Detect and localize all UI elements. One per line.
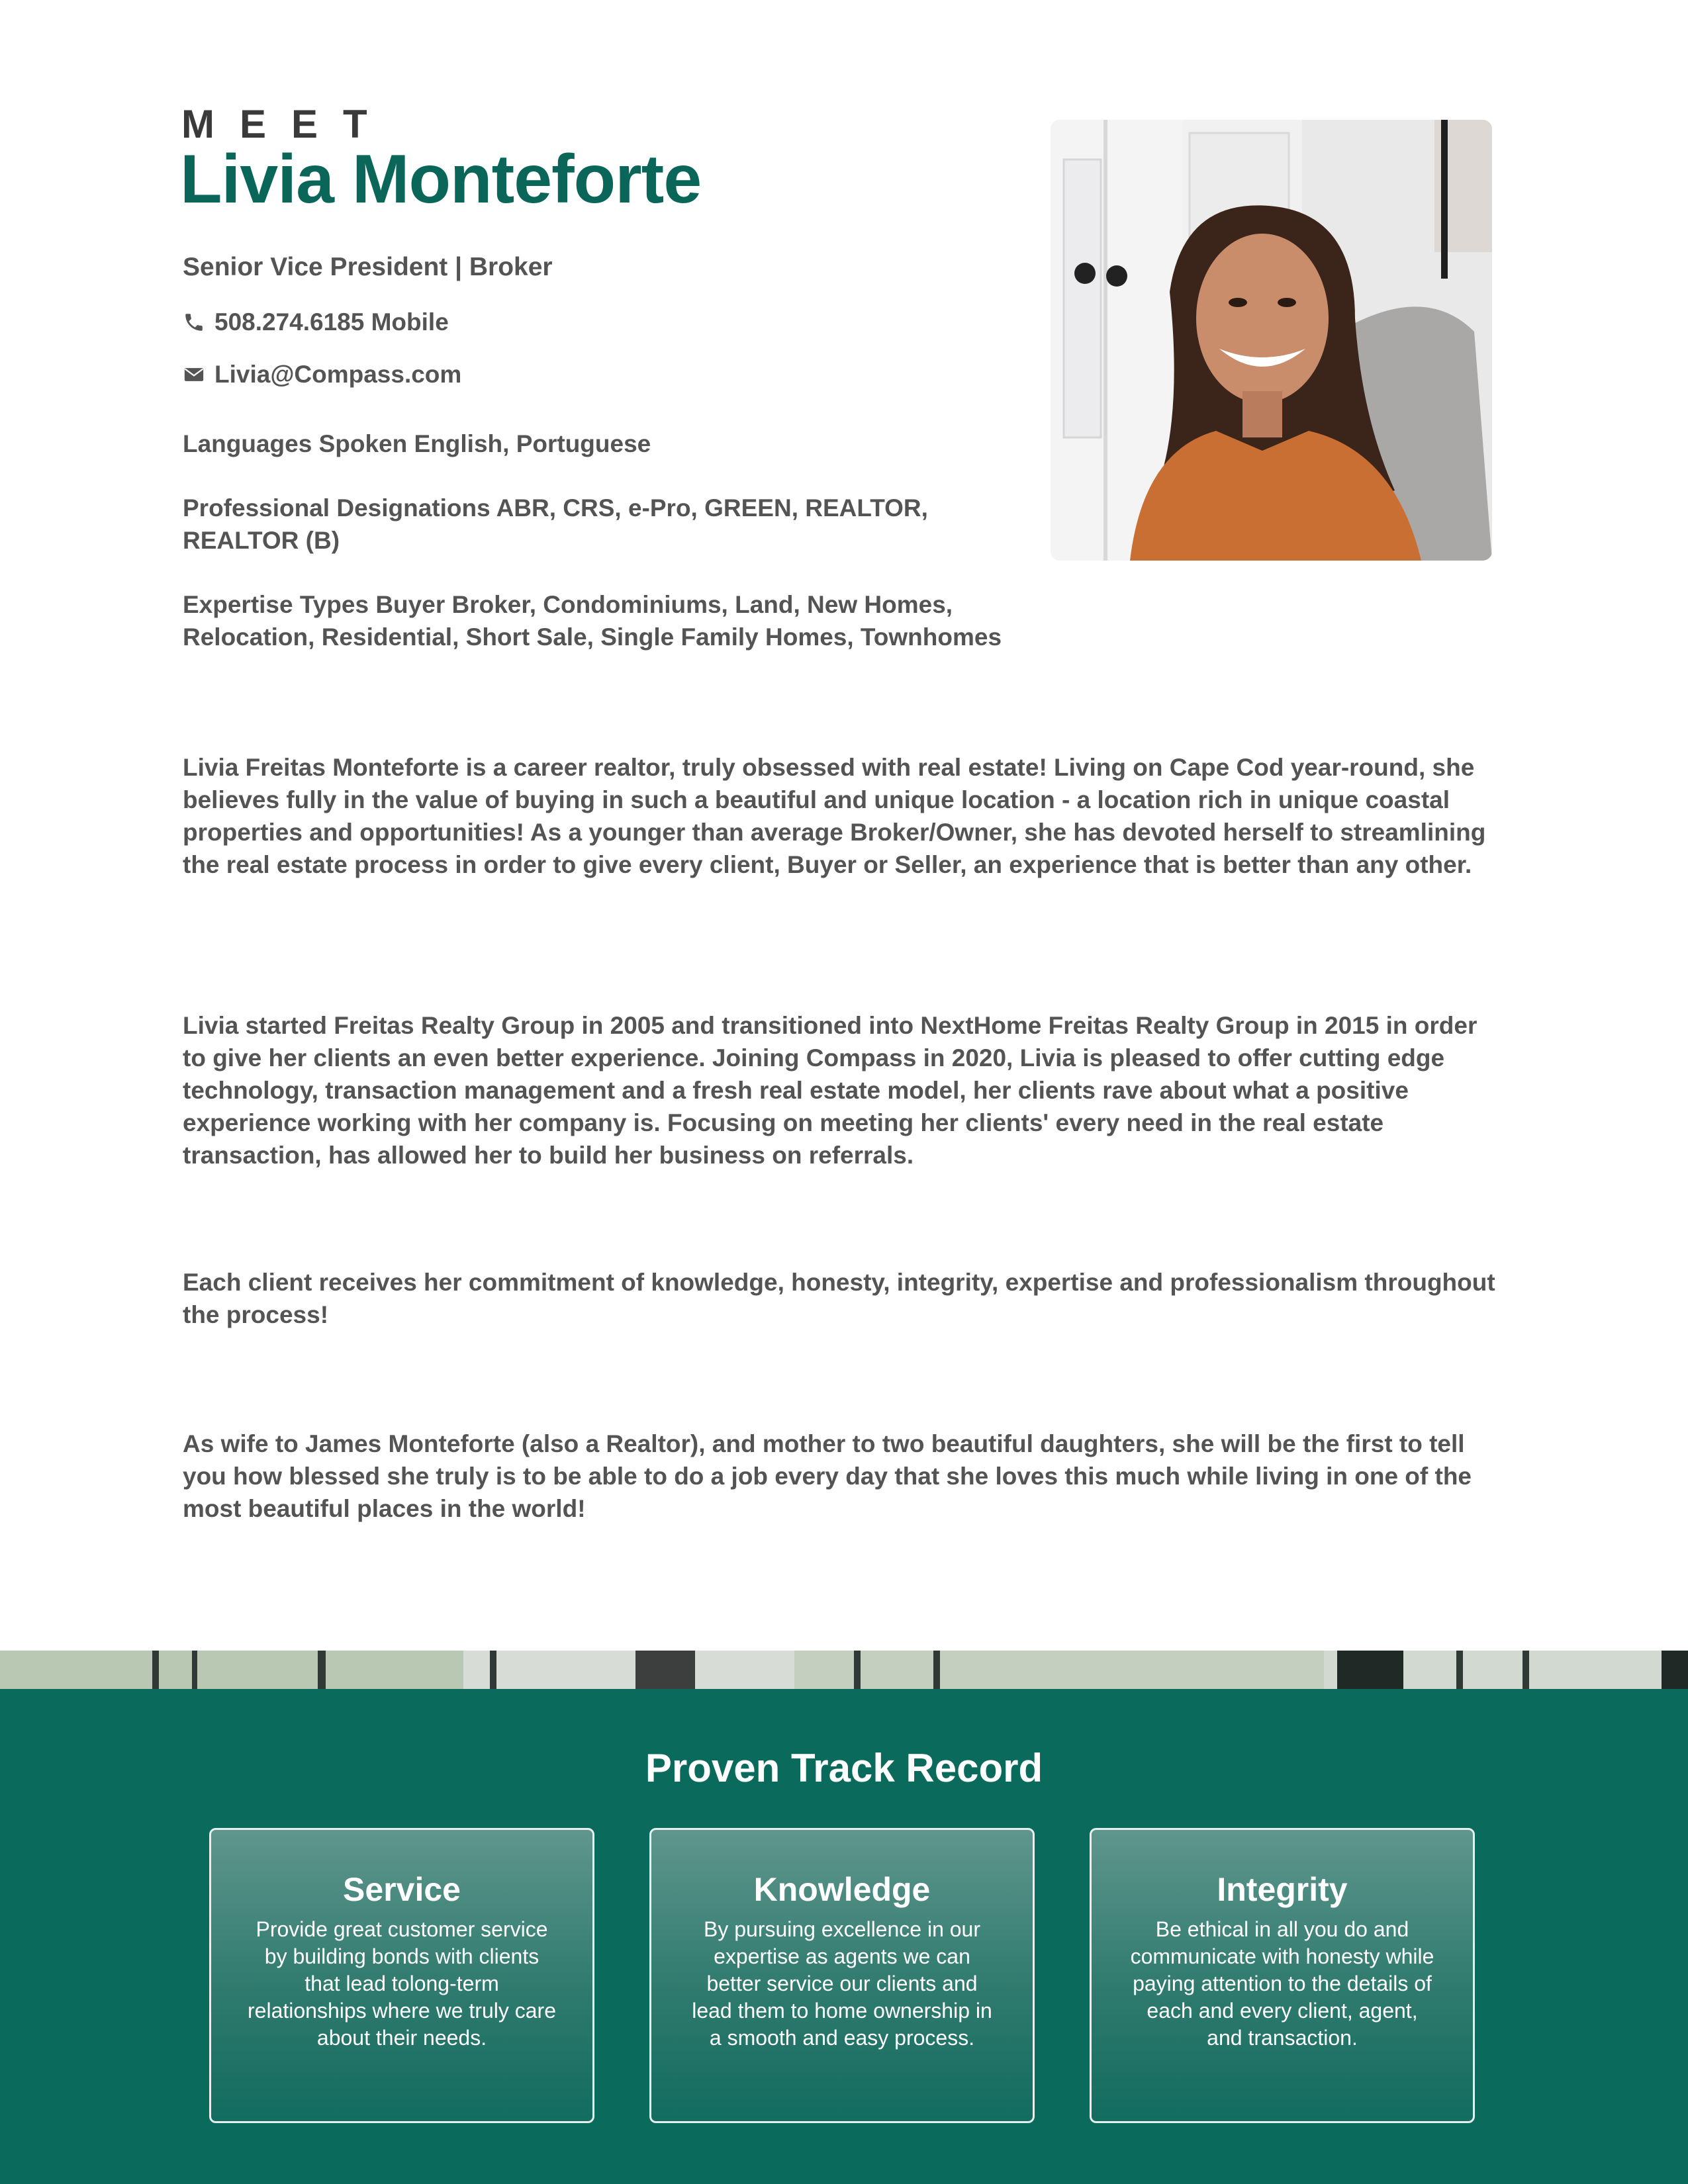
bio-paragraph: Livia Freitas Monteforte is a career realtor, truly obsessed with real estate! Living on Cape Cod year-round, she believes fully in the value of buying in such a beautiful and unique location - a location rich in unique coastal properties and opportunities! As a younger than average Broker/Owner, she has devoted herself to streamlining the real estate process in order to give every client, Buyer or Seller, an experience that is better than any other. bbox=[183, 754, 1486, 878]
card-title: Service bbox=[343, 1871, 461, 1908]
email-contact[interactable] bbox=[183, 360, 461, 389]
value-card-knowledge bbox=[649, 1828, 1035, 2123]
card-body: By pursuing excellence in our expertise as agents we can better service our clients and lead them to home ownership in a smooth and easy process. bbox=[692, 1917, 992, 2050]
card-body: Be ethical in all you do and communicate with honesty while paying attention to the details of each and every client, agent, and transaction. bbox=[1130, 1917, 1434, 2050]
phone-icon bbox=[183, 311, 205, 334]
phone-contact[interactable] bbox=[183, 308, 449, 337]
bio-paragraph: As wife to James Monteforte (also a Realtor), and mother to two beautiful daughters, she will be the first to tell you how blessed she truly is to be able to do a job every day that she loves this much while living in one of the most beautiful places in the world! bbox=[183, 1430, 1472, 1522]
languages-spoken: Languages Spoken English, Portuguese bbox=[183, 430, 651, 457]
card-title: Knowledge bbox=[753, 1871, 931, 1908]
office-photo-strip bbox=[0, 1651, 1688, 1690]
meet-kicker: MEET bbox=[181, 102, 393, 146]
email-address: Livia@Compass.com bbox=[214, 361, 462, 388]
card-body: Provide great customer service by building bonds with clients that lead tolong-term relationships where we truly care about their needs. bbox=[248, 1917, 556, 2050]
professional-designations: Professional Designations ABR, CRS, e-Pro, GREEN, REALTOR, REALTOR (B) bbox=[183, 494, 928, 554]
bio-paragraph: Livia started Freitas Realty Group in 2005 and transitioned into NextHome Freitas Realty Group in 2015 in order to give her clients an even better experience. Joining Compass in 2020, Livia is pleased to offer cutting edge technology, transaction management and a fresh real estate model, her clients rave about what a positive experience working with her company is. Focusing on meeting her clients' every need in the real estate transaction, has allowed her to build her business on referrals. bbox=[183, 1012, 1477, 1169]
value-card-service bbox=[209, 1828, 594, 2123]
expertise-types: Expertise Types Buyer Broker, Condominiums, Land, New Homes, Relocation, Residential, Short Sale, Single Family Homes, Townhomes bbox=[183, 591, 1002, 651]
agent-name: Livia Monteforte bbox=[180, 141, 702, 218]
envelope-icon bbox=[183, 363, 205, 386]
agent-portrait bbox=[1051, 120, 1492, 561]
track-record-heading: Proven Track Record bbox=[645, 1746, 1043, 1790]
agent-title: Senior Vice President | Broker bbox=[183, 253, 553, 281]
bio-paragraph: Each client receives her commitment of knowledge, honesty, integrity, expertise and professionalism throughout the process! bbox=[183, 1269, 1495, 1328]
card-title: Integrity bbox=[1217, 1871, 1348, 1908]
phone-number: 508.274.6185 Mobile bbox=[214, 308, 449, 336]
value-card-integrity bbox=[1090, 1828, 1475, 2123]
